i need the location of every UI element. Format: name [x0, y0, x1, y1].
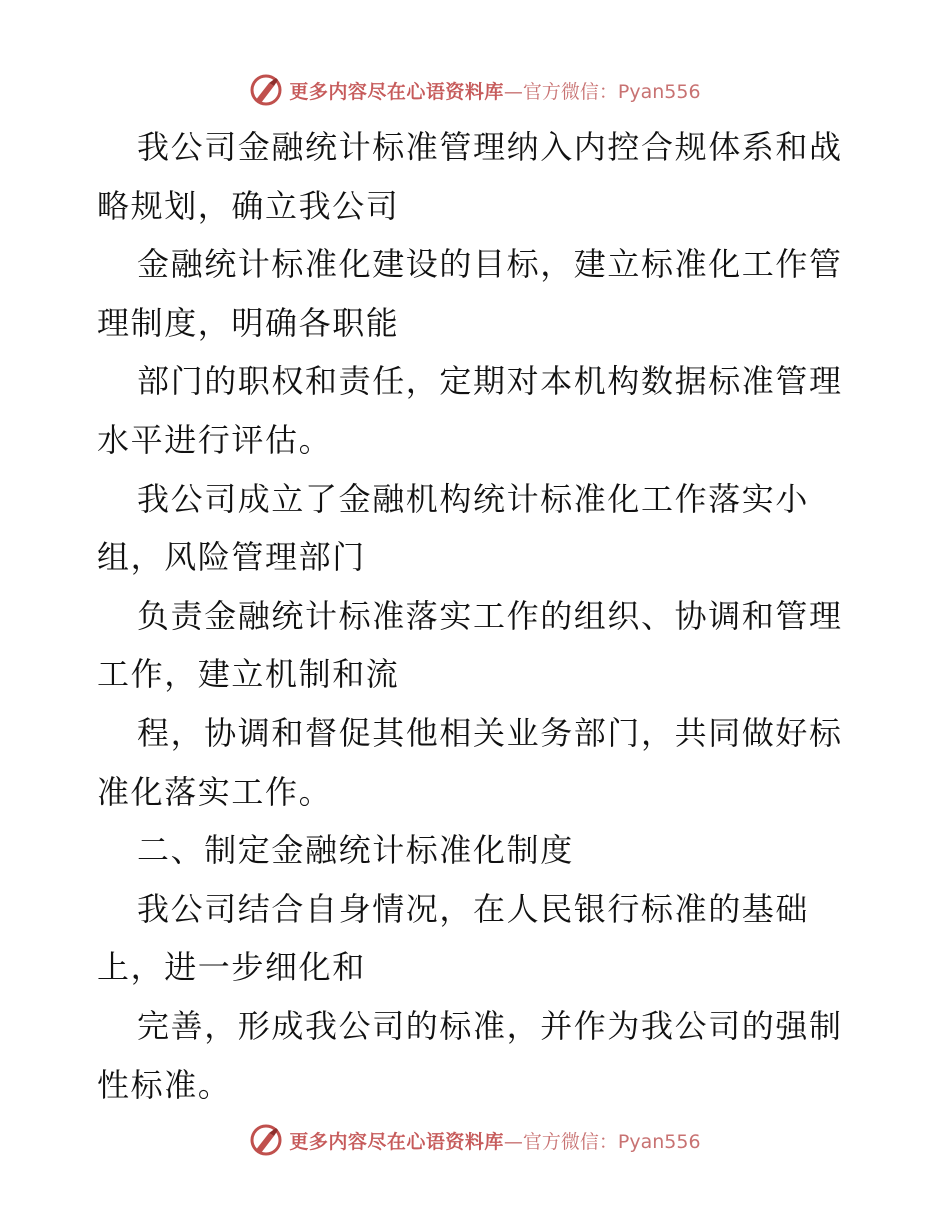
text-line: 理制度，明确各职能 [97, 303, 400, 342]
document-body [97, 118, 857, 1114]
text-line: 上，进一步细化和 [97, 948, 366, 987]
text-line: 部门的职权和责任，定期对本机构数据标准管理 [137, 362, 843, 401]
text-line: 略规划，确立我公司 [97, 186, 400, 225]
text-line: 性标准。 [97, 1065, 232, 1104]
header-slogan: 更多内容尽在心语资料库 [289, 80, 504, 103]
header-wechat: —官方微信：Pyan556 [503, 80, 701, 103]
text-line: 我公司金融统计标准管理纳入内控合规体系和战 [137, 128, 843, 166]
pen-nib-logo-icon [249, 73, 283, 107]
footer-slogan: 更多内容尽在心语资料库 [289, 1130, 504, 1153]
footer-banner [0, 1120, 950, 1160]
pen-nib-logo-icon [249, 1123, 283, 1157]
text-line: 组，风险管理部门 [97, 538, 366, 577]
text-line: 程，协调和督促其他相关业务部门，共同做好标 [137, 713, 843, 752]
text-line: 金融统计标准化建设的目标，建立标准化工作管 [137, 245, 843, 284]
text-line: 我公司结合自身情况，在人民银行标准的基础 [137, 889, 810, 928]
text-line: 完善，形成我公司的标准，并作为我公司的强制 [137, 1006, 843, 1045]
header-banner [0, 70, 950, 110]
text-line: 负责金融统计标准落实工作的组织、协调和管理 [137, 596, 843, 635]
section-heading: 二、制定金融统计标准化制度 [137, 831, 574, 870]
text-line: 准化落实工作。 [97, 772, 333, 811]
footer-wechat: —官方微信：Pyan556 [503, 1130, 701, 1153]
text-line: 水平进行评估。 [97, 420, 333, 459]
text-line: 工作，建立机制和流 [97, 655, 400, 694]
text-line: 我公司成立了金融机构统计标准化工作落实小 [137, 479, 810, 518]
